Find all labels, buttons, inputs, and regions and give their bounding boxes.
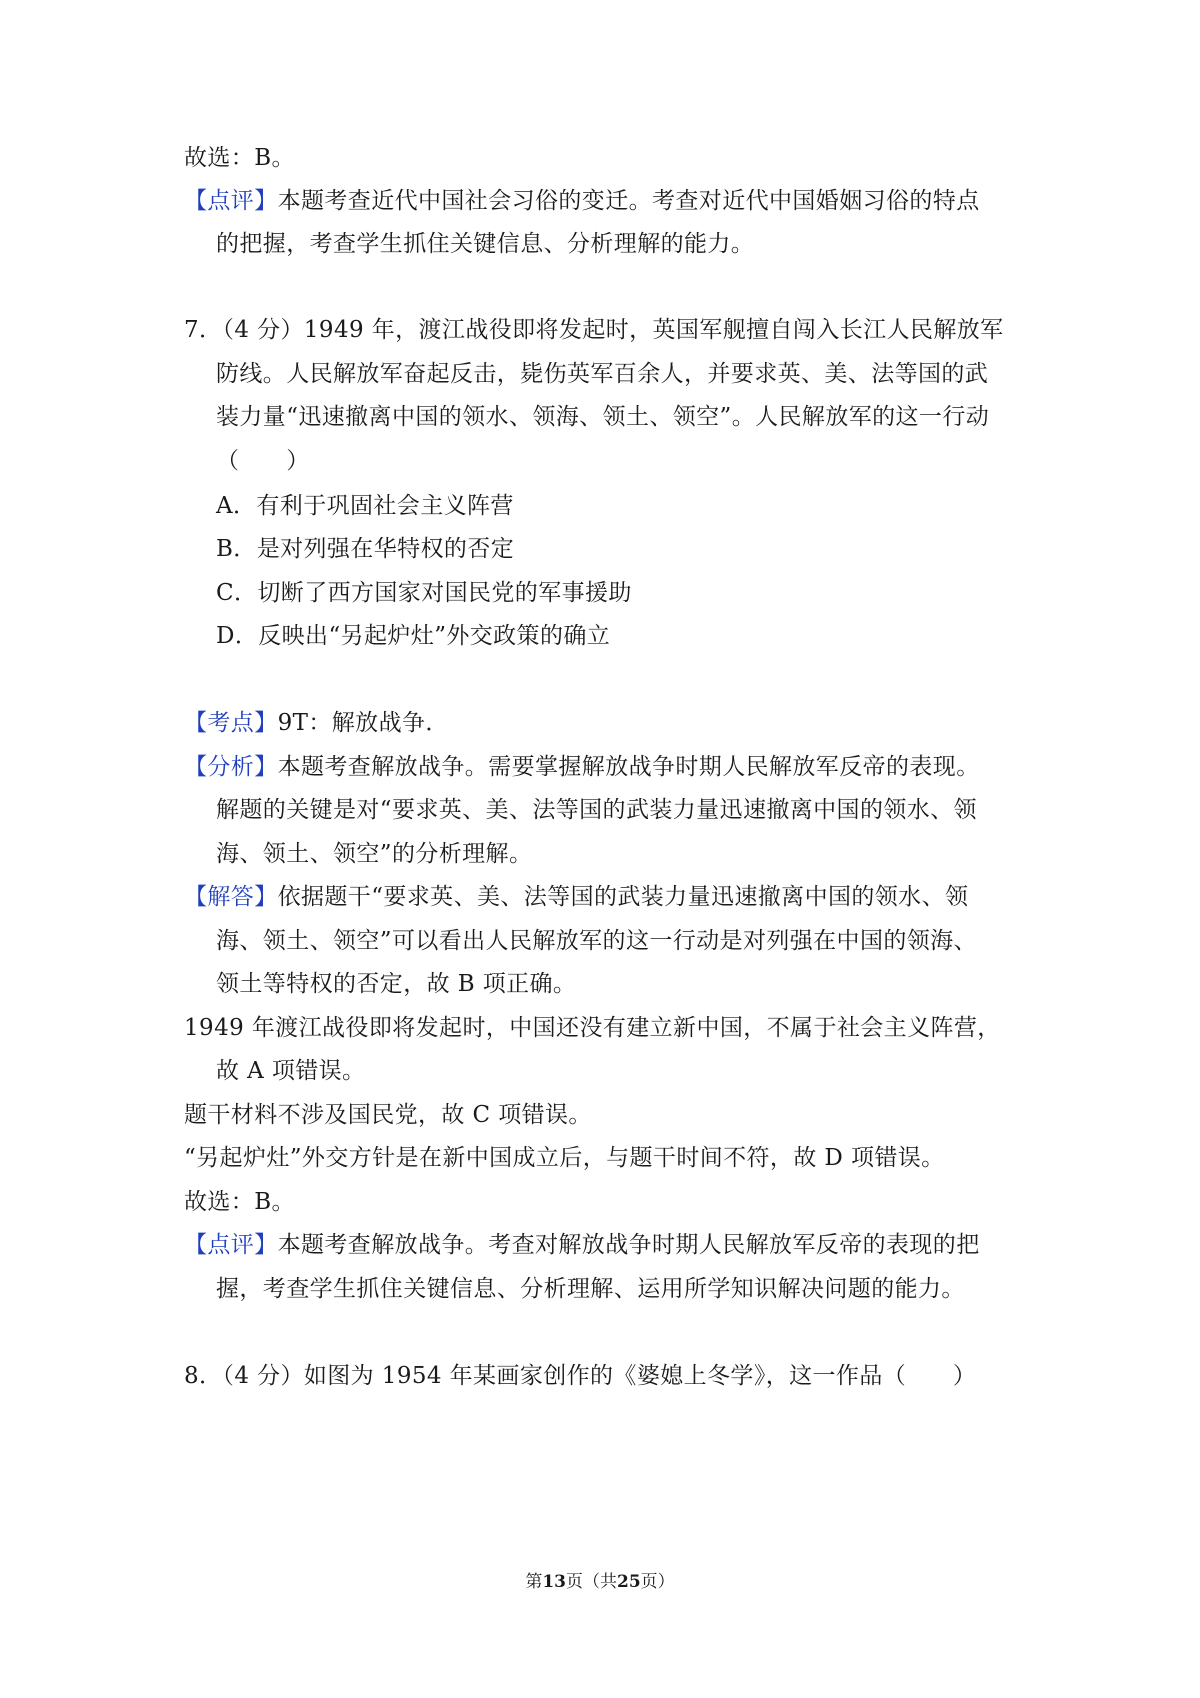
fenxi-line-3: 海、领土、领空”的分析理解。 <box>216 841 533 867</box>
option-c: C．切断了西方国家对国民党的军事援助 <box>216 580 632 606</box>
dianping-line-1 <box>184 1230 1044 1260</box>
jieda-tag: 【解答】 <box>184 884 278 910</box>
kaodian-text: 9T：解放战争． <box>277 710 449 736</box>
option-a-analysis-2: 故 A 项错误。 <box>216 1058 366 1084</box>
question-7-line-3: 装力量“迅速撤离中国的领水、领海、领土、领空”。人民解放军的这一行动 <box>216 404 990 430</box>
footer-page-number: 13 <box>542 1572 566 1592</box>
comment-tag: 【点评】 <box>184 188 278 214</box>
dianping-line-2: 握，考查学生抓住关键信息、分析理解、运用所学知识解决问题的能力。 <box>216 1276 965 1302</box>
fenxi-text-1: 本题考查解放战争。需要掌握解放战争时期人民解放军反帝的表现。 <box>277 754 980 780</box>
fenxi-tag: 【分析】 <box>184 754 278 780</box>
comment-text-1: 本题考查近代中国社会习俗的变迁。考查对近代中国婚姻习俗的特点 <box>277 188 980 214</box>
jieda-line-1 <box>184 882 1044 912</box>
question-7-line-2: 防线。人民解放军奋起反击，毙伤英军百余人，并要求英、美、法等国的武 <box>216 361 989 387</box>
question-7-blank: （ ） <box>216 448 310 474</box>
page-footer <box>0 1571 1200 1593</box>
option-d-analysis: “另起炉灶”外交方针是在新中国成立后，与题干时间不符，故 D 项错误。 <box>184 1145 945 1171</box>
option-c-analysis: 题干材料不涉及国民党，故 C 项错误。 <box>184 1102 592 1128</box>
dianping-text-1: 本题考查解放战争。考查对解放战争时期人民解放军反帝的表现的把 <box>277 1232 980 1258</box>
kaodian-tag: 【考点】 <box>184 710 278 736</box>
prev-comment-line-2: 的把握，考查学生抓住关键信息、分析理解的能力。 <box>216 231 755 257</box>
jieda-line-2: 海、领土、领空”可以看出人民解放军的这一行动是对列强在中国的领海、 <box>216 928 977 954</box>
kaodian-line <box>184 708 1044 738</box>
footer-total-pages: 25 <box>617 1572 641 1592</box>
prev-comment-line-1 <box>184 186 1044 216</box>
option-a: A．有利于巩固社会主义阵营 <box>216 493 514 519</box>
option-a-analysis-1: 1949 年渡江战役即将发起时，中国还没有建立新中国，不属于社会主义阵营， <box>184 1015 1001 1041</box>
jieda-text-1: 依据题干“要求英、美、法等国的武装力量迅速撤离中国的领水、领 <box>277 884 969 910</box>
fenxi-line-2: 解题的关键是对“要求英、美、法等国的武装力量迅速撤离中国的领水、领 <box>216 797 977 823</box>
question-7-line-1: 7．（4 分）1949 年，渡江战役即将发起时，英国军舰擅自闯入长江人民解放军 <box>184 317 1004 343</box>
option-d: D．反映出“另起炉灶”外交政策的确立 <box>216 623 611 649</box>
footer-suffix: 页） <box>640 1572 675 1592</box>
prev-choice-line: 故选：B。 <box>184 145 295 171</box>
jieda-line-3: 领土等特权的否定，故 B 项正确。 <box>216 971 577 997</box>
option-b: B．是对列强在华特权的否定 <box>216 536 515 562</box>
question-8-line-1: 8．（4 分）如图为 1954 年某画家创作的《婆媳上冬学》，这一作品（ ） <box>184 1363 977 1389</box>
dianping-tag: 【点评】 <box>184 1232 278 1258</box>
footer-middle: 页（共 <box>566 1572 617 1592</box>
fenxi-line-1 <box>184 752 1044 782</box>
footer-prefix: 第 <box>525 1572 543 1592</box>
q7-choice-line: 故选：B。 <box>184 1189 295 1215</box>
